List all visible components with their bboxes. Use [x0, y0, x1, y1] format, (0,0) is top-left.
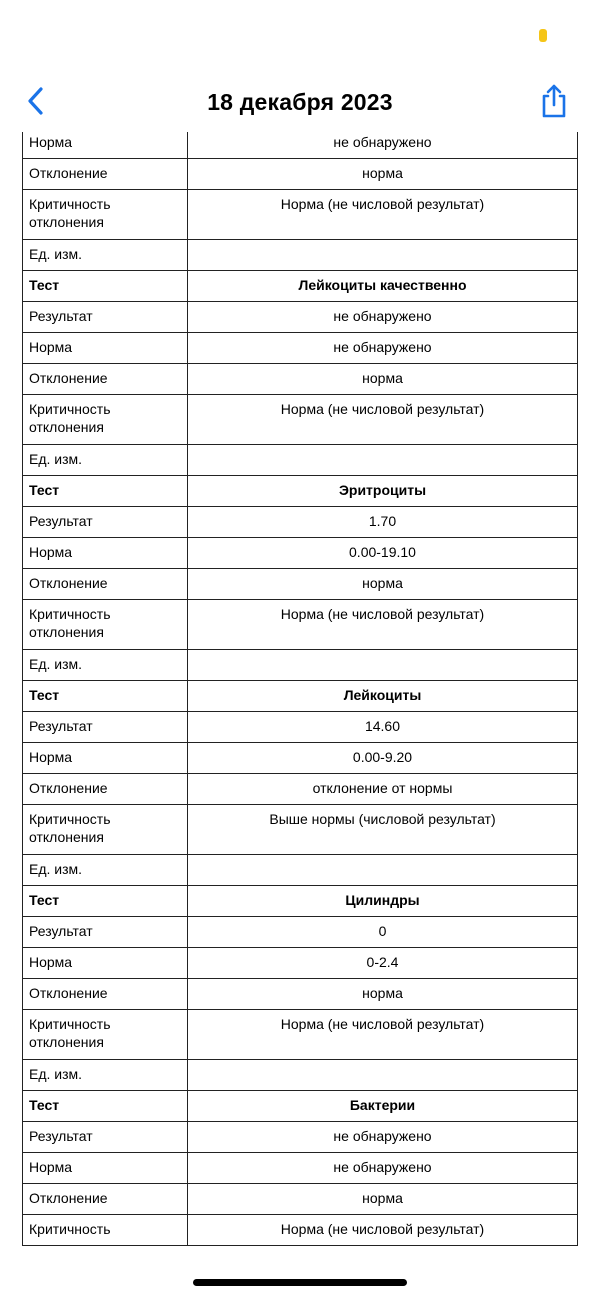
row-label: Критичность отклонения: [23, 1010, 188, 1060]
row-label: Критичность отклонения: [23, 600, 188, 650]
row-value: не обнаружено: [188, 302, 578, 333]
row-label: Тест: [23, 271, 188, 302]
table-row: [23, 774, 578, 805]
row-value: норма: [188, 364, 578, 395]
table-row: [23, 538, 578, 569]
row-value: 0: [188, 917, 578, 948]
row-value: Норма (не числовой результат): [188, 395, 578, 445]
row-label: Норма: [23, 948, 188, 979]
row-label: Ед. изм.: [23, 650, 188, 681]
row-value: 1.70: [188, 507, 578, 538]
table-row: [23, 743, 578, 774]
row-value: Норма (не числовой результат): [188, 1215, 578, 1246]
row-value: не обнаружено: [188, 1122, 578, 1153]
table-row: [23, 712, 578, 743]
table-row: [23, 917, 578, 948]
test-header-row: [23, 886, 578, 917]
table-row: [23, 1010, 578, 1060]
results-scroll-area[interactable]: [0, 132, 600, 1249]
page-title: 18 декабря 2023: [207, 89, 393, 115]
row-value: [188, 855, 578, 886]
test-header-row: [23, 271, 578, 302]
row-value: [188, 1060, 578, 1091]
table-row: [23, 1060, 578, 1091]
row-label: Ед. изм.: [23, 445, 188, 476]
table-row: [23, 855, 578, 886]
row-label: Отклонение: [23, 1184, 188, 1215]
row-value: не обнаружено: [188, 132, 578, 159]
test-header-row: [23, 681, 578, 712]
row-label: Критичность отклонения: [23, 395, 188, 445]
table-row: [23, 1215, 578, 1246]
results-table: [22, 132, 578, 1246]
test-header-row: [23, 1091, 578, 1122]
row-value: Эритроциты: [188, 476, 578, 507]
row-label: Отклонение: [23, 774, 188, 805]
share-icon: [536, 82, 572, 120]
table-row: [23, 190, 578, 240]
row-value: 14.60: [188, 712, 578, 743]
home-indicator[interactable]: [193, 1279, 407, 1286]
share-button[interactable]: [536, 82, 572, 120]
row-label: Результат: [23, 302, 188, 333]
row-label: Тест: [23, 1091, 188, 1122]
table-row: [23, 650, 578, 681]
row-value: 0-2.4: [188, 948, 578, 979]
row-value: Норма (не числовой результат): [188, 1010, 578, 1060]
row-label: Отклонение: [23, 159, 188, 190]
row-value: отклонение от нормы: [188, 774, 578, 805]
row-label: Отклонение: [23, 364, 188, 395]
row-value: Норма (не числовой результат): [188, 600, 578, 650]
table-row: [23, 805, 578, 855]
table-row: [23, 333, 578, 364]
row-value: [188, 650, 578, 681]
row-label: Тест: [23, 681, 188, 712]
table-row: [23, 445, 578, 476]
row-label: Тест: [23, 886, 188, 917]
row-value: Норма (не числовой результат): [188, 190, 578, 240]
table-row: [23, 1122, 578, 1153]
row-label: Норма: [23, 333, 188, 364]
table-row: [23, 132, 578, 159]
row-label: Норма: [23, 132, 188, 159]
row-label: Ед. изм.: [23, 1060, 188, 1091]
row-value: норма: [188, 159, 578, 190]
row-label: Критичность отклонения: [23, 190, 188, 240]
row-label: Результат: [23, 917, 188, 948]
row-value: 0.00-19.10: [188, 538, 578, 569]
row-label: Отклонение: [23, 979, 188, 1010]
table-row: [23, 600, 578, 650]
table-row: [23, 569, 578, 600]
table-row: [23, 979, 578, 1010]
row-value: Выше нормы (числовой результат): [188, 805, 578, 855]
row-label: Результат: [23, 712, 188, 743]
table-row: [23, 395, 578, 445]
row-label: Норма: [23, 743, 188, 774]
row-value: не обнаружено: [188, 1153, 578, 1184]
table-row: [23, 240, 578, 271]
row-value: 0.00-9.20: [188, 743, 578, 774]
table-row: [23, 507, 578, 538]
row-value: норма: [188, 979, 578, 1010]
row-value: Бактерии: [188, 1091, 578, 1122]
row-label: Ед. изм.: [23, 855, 188, 886]
row-value: норма: [188, 1184, 578, 1215]
row-value: Лейкоциты: [188, 681, 578, 712]
row-label: Критичность отклонения: [23, 805, 188, 855]
test-header-row: [23, 476, 578, 507]
table-row: [23, 1184, 578, 1215]
row-label: Тест: [23, 476, 188, 507]
row-label: Критичность: [23, 1215, 188, 1246]
row-label: Норма: [23, 538, 188, 569]
row-value: Цилиндры: [188, 886, 578, 917]
table-row: [23, 948, 578, 979]
table-row: [23, 364, 578, 395]
table-row: [23, 1153, 578, 1184]
table-row: [23, 159, 578, 190]
table-row: [23, 302, 578, 333]
row-value: [188, 240, 578, 271]
row-value: норма: [188, 569, 578, 600]
navigation-bar: [0, 70, 600, 132]
row-label: Результат: [23, 1122, 188, 1153]
row-label: Результат: [23, 507, 188, 538]
recording-indicator: [539, 29, 547, 42]
row-label: Ед. изм.: [23, 240, 188, 271]
row-label: Отклонение: [23, 569, 188, 600]
row-value: не обнаружено: [188, 333, 578, 364]
row-value: [188, 445, 578, 476]
row-label: Норма: [23, 1153, 188, 1184]
row-value: Лейкоциты качественно: [188, 271, 578, 302]
